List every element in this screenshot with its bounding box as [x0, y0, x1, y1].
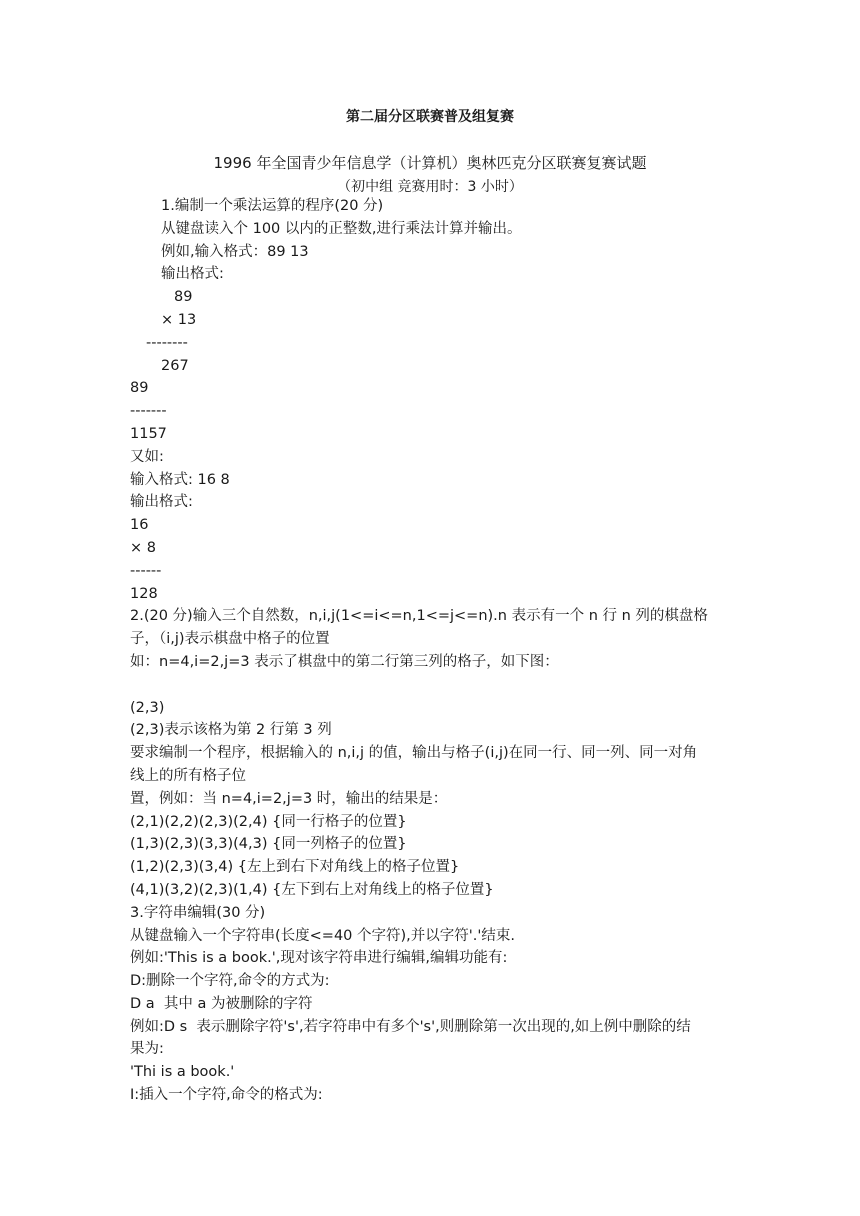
text-line: 89	[130, 380, 149, 397]
text-line: -------	[130, 403, 167, 420]
text-line: 从键盘输入一个字符串(长度<=40 个字符),并以字符'.'结束.	[130, 927, 515, 944]
text-line: 输出格式:	[161, 266, 224, 283]
document-title: 第二届分区联赛普及组复赛	[346, 109, 514, 125]
text-line: 1.编制一个乘法运算的程序(20 分)	[161, 198, 384, 214]
text-line: 89	[174, 289, 193, 306]
text-line: 16	[130, 517, 149, 534]
text-line: (2,3)	[130, 699, 165, 716]
document-subtitle: 1996 年全国青少年信息学（计算机）奥林匹克分区联赛复赛试题	[213, 154, 647, 172]
text-line: 要求编制一个程序，根据输入的 n,i,j 的值，输出与格子(i,j)在同一行、同一列、同一对角	[130, 745, 698, 762]
text-line: 输出格式:	[130, 494, 193, 511]
text-line: 又如:	[130, 448, 164, 465]
text-line: × 13	[161, 311, 197, 328]
text-line: (2,3)表示该格为第 2 行第 3 列	[130, 722, 332, 739]
text-line: 2.(20 分)输入三个自然数，n,i,j(1<=i<=n,1<=j<=n).n 表示有一个 n 行 n 列的棋盘格	[130, 608, 708, 625]
document-body	[130, 195, 740, 1107]
text-line: 线上的所有格子位	[130, 767, 246, 784]
text-line: 1157	[130, 425, 167, 442]
text-line: 'Thi is a book.'	[130, 1064, 235, 1081]
text-line: 128	[130, 585, 158, 602]
blank-line	[130, 674, 740, 697]
text-line: 如：n=4,i=2,j=3 表示了棋盘中的第二行第三列的格子，如下图：	[130, 653, 559, 670]
text-line: × 8	[130, 539, 156, 556]
text-line: D:删除一个字符,命令的方式为:	[130, 973, 330, 990]
text-line: ------	[130, 562, 162, 579]
text-line: (2,1)(2,2)(2,3)(2,4) {同一行格子的位置}	[130, 813, 407, 830]
text-line: 267	[161, 357, 189, 374]
text-line: 子，（i,j)表示棋盘中格子的位置	[130, 631, 330, 648]
text-line: 例如,输入格式：89 13	[161, 243, 309, 260]
text-line: 从键盘读入个 100 以内的正整数,进行乘法计算并输出。	[161, 220, 522, 237]
text-line: 例如:D s 表示删除字符's',若字符串中有多个's',则删除第一次出现的,如上例中删除的结	[130, 1018, 691, 1035]
text-line: --------	[146, 334, 188, 351]
text-line: (1,3)(2,3)(3,3)(4,3) {同一列格子的位置}	[130, 836, 407, 853]
text-line: (4,1)(3,2)(2,3)(1,4) {左下到右上对角线上的格子位置}	[130, 881, 494, 898]
exam-note: （初中组 竞赛用时：3 小时）	[337, 179, 523, 195]
text-line: 置，例如：当 n=4,i=2,j=3 时，输出的结果是：	[130, 790, 448, 807]
text-line: 果为:	[130, 1041, 164, 1058]
text-line: (1,2)(2,3)(3,4) {左上到右下对角线上的格子位置}	[130, 859, 460, 876]
text-line: D a 其中 a 为被删除的字符	[130, 995, 313, 1012]
text-line: I:插入一个字符,命令的格式为:	[130, 1087, 323, 1104]
text-line: 3.字符串编辑(30 分)	[130, 904, 266, 921]
text-line: 输入格式: 16 8	[130, 471, 230, 488]
text-line: 例如:'This is a book.',现对该字符串进行编辑,编辑功能有:	[130, 950, 508, 967]
